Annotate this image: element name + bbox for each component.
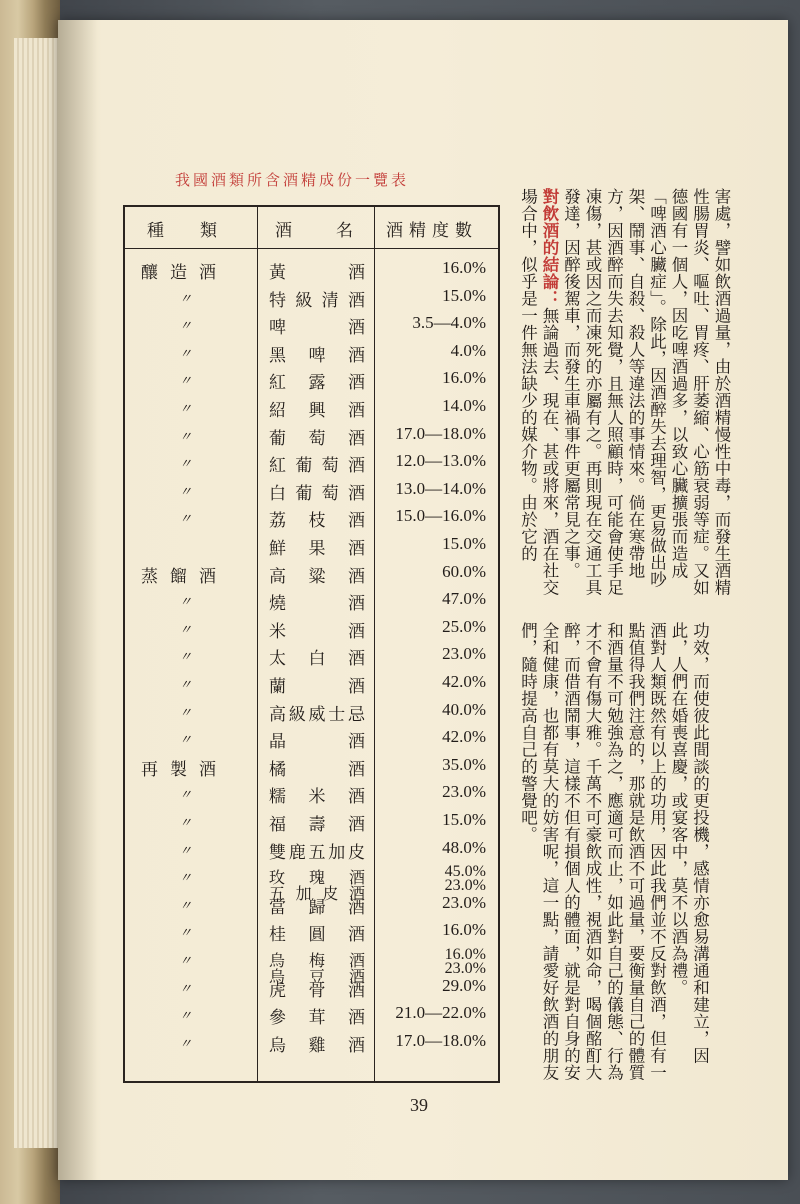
table-row <box>123 782 500 808</box>
row-category: 〃 <box>179 981 193 997</box>
table-row <box>123 506 500 532</box>
row-name: 紹興酒 <box>269 401 365 421</box>
body-text-bottom <box>517 622 711 1092</box>
table-row <box>123 534 500 560</box>
row-degree: 16.0% <box>442 368 486 388</box>
row-category: 〃 <box>179 484 193 500</box>
table-row <box>123 893 500 919</box>
table-row <box>123 424 500 450</box>
row-name: 晶酒 <box>269 732 365 753</box>
row-degree: 40.0% <box>442 699 486 719</box>
row-name: 烏梅酒 <box>269 951 365 970</box>
table-row <box>123 258 500 284</box>
table-header-rule <box>123 248 500 249</box>
row-degree: 15.0% <box>442 285 486 305</box>
row-name: 特級清酒 <box>269 290 365 311</box>
row-category: 〃 <box>179 816 193 831</box>
row-category: 〃 <box>179 871 193 887</box>
row-degree: 15.0—16.0% <box>395 506 486 526</box>
conclusion-label: 對飲酒的結論： <box>540 188 559 307</box>
row-name: 高級威士忌 <box>269 704 365 725</box>
row-degree: 23.0% <box>442 782 486 802</box>
table-row <box>123 562 500 588</box>
table-row <box>123 700 500 726</box>
header-degree: 酒精度數 <box>386 221 478 241</box>
row-name: 黑啤酒 <box>269 345 365 366</box>
row-category: 〃 <box>179 1036 193 1052</box>
table-row <box>123 672 500 698</box>
row-name: 燒酒 <box>269 594 365 615</box>
row-name: 紅葡萄酒 <box>269 456 365 477</box>
row-name: 桂圓酒 <box>269 925 365 946</box>
row-category: 〃 <box>179 374 193 390</box>
row-category: 〃 <box>179 705 193 721</box>
row-name: 當歸酒 <box>269 897 365 918</box>
row-category: 〃 <box>179 650 193 666</box>
table-row <box>123 838 500 864</box>
paragraph: 酒對人類既然有以上的功用，因此我們並不反對飲酒，但有一點值得我們注意的，那就是飲酒不可過量，要衡量自己的體質和酒量不可勉強為之，應適可而止，如此對自己的儀態、行為才不會有傷大雅。千萬不可豪飲成性，視酒如命，喝個酩酊大醉，而借酒鬧事，這樣不但有損個人的體面，就是對自身的安全和健康，也都有莫大的妨害呢，這一點，請愛好飲酒的朋友們，隨時提高自己的警覺吧。 <box>518 622 667 1081</box>
row-category: 〃 <box>179 291 193 307</box>
table-row <box>123 920 500 946</box>
row-degree: 15.0% <box>442 810 486 829</box>
table-row <box>123 810 500 836</box>
table-row <box>123 1031 500 1057</box>
header-type: 種類 <box>147 221 253 241</box>
row-degree: 35.0% <box>442 754 486 774</box>
row-name: 紅露酒 <box>269 373 365 394</box>
row-category: 〃 <box>179 788 193 804</box>
row-category: 〃 <box>179 926 193 942</box>
row-category: 再製酒 <box>141 759 228 780</box>
table-row <box>123 727 500 753</box>
row-degree-second: 23.0% <box>444 960 486 977</box>
row-name: 糯米酒 <box>269 787 365 808</box>
row-degree: 23.0% <box>442 892 486 912</box>
row-category: 〃 <box>179 843 193 859</box>
table-row <box>123 976 500 1002</box>
row-category: 〃 <box>179 402 193 417</box>
row-degree: 42.0% <box>442 672 486 691</box>
row-name: 啤酒 <box>269 318 365 339</box>
row-category: 〃 <box>179 595 193 611</box>
row-category: 〃 <box>179 429 193 445</box>
page-edges <box>14 38 64 1148</box>
row-name: 鮮果酒 <box>269 539 365 559</box>
table-row <box>123 313 500 339</box>
table-row <box>123 341 500 367</box>
row-name: 參茸酒 <box>269 1008 365 1029</box>
row-category: 〃 <box>179 678 193 693</box>
row-degree: 4.0% <box>450 340 486 360</box>
row-degree: 48.0% <box>442 837 486 857</box>
row-name: 太白酒 <box>269 649 365 670</box>
header-name: 酒名 <box>275 221 397 241</box>
row-degree: 16.0% <box>442 920 486 940</box>
row-name: 高粱酒 <box>269 566 365 587</box>
row-degree: 29.0% <box>442 975 486 995</box>
table-row <box>123 451 500 477</box>
row-degree: 21.0—22.0% <box>395 1003 486 1023</box>
row-name: 黃酒 <box>269 263 365 283</box>
row-name-second: 五加皮酒 <box>269 884 365 904</box>
row-degree: 17.0—18.0% <box>395 423 486 443</box>
row-category: 〃 <box>179 457 193 473</box>
table-row <box>123 396 500 422</box>
row-degree: 14.0% <box>442 396 486 415</box>
table-row <box>123 479 500 505</box>
row-name: 福壽酒 <box>269 815 365 835</box>
table-title: 我國酒類所含酒精成份一覽表 <box>175 171 410 189</box>
row-degree: 13.0—14.0% <box>395 478 486 498</box>
row-degree: 17.0—18.0% <box>395 1030 486 1050</box>
paragraph: 功效，而使彼此間談的更投機，感情亦愈易溝通和建立，因此，人們在婚喪喜慶，或宴客中，莫不以酒為禮。 <box>669 622 710 1064</box>
row-category: 蒸餾酒 <box>141 566 228 587</box>
row-name: 米酒 <box>269 621 365 642</box>
table-row <box>123 368 500 394</box>
page-number: 39 <box>410 1095 428 1115</box>
row-category: 〃 <box>179 346 193 362</box>
body-text-top <box>517 188 732 608</box>
paragraph: 無論過去、現在、甚或將來，酒在社交場合中，似乎是一件無法缺少的媒介物。由於它的 <box>518 188 559 596</box>
row-category: 〃 <box>179 1009 193 1025</box>
row-degree: 12.0—13.0% <box>395 451 486 471</box>
row-degree: 16.0% <box>442 258 486 277</box>
table-row <box>123 589 500 615</box>
row-name: 雙鹿五加皮 <box>269 842 365 863</box>
row-degree: 23.0% <box>442 644 486 664</box>
row-name: 荔枝酒 <box>269 511 365 532</box>
row-name: 烏雞酒 <box>269 1035 365 1056</box>
row-category: 〃 <box>179 512 193 528</box>
row-degree: 3.5—4.0% <box>412 313 486 333</box>
table-row <box>123 617 500 643</box>
row-category: 釀造酒 <box>141 263 228 283</box>
row-degree: 42.0% <box>442 727 486 747</box>
row-category: 〃 <box>179 954 193 969</box>
row-category: 〃 <box>179 622 193 638</box>
row-degree: 47.0% <box>442 589 486 609</box>
row-name: 蘭酒 <box>269 677 365 697</box>
row-name: 玫瑰酒 <box>269 868 365 888</box>
row-degree: 60.0% <box>442 561 486 581</box>
row-degree: 16.0% <box>444 946 486 963</box>
row-name: 虎骨酒 <box>269 980 365 1001</box>
row-degree: 45.0% <box>444 863 486 881</box>
row-category: 〃 <box>179 898 193 914</box>
table-row <box>123 863 500 904</box>
paragraph: 害處，譬如飲酒過量，由於酒精慢性中毒，而發生酒精性腸胃炎、嘔吐、胃疼、肝萎縮、心筋衰弱等症。又如德國有一個人，因吃啤酒過多，以致心臟擴張而造成「啤酒心臟症」。除此，因酒醉失去理智，更易做出吵架、鬧事、自殺、殺人等違法的事情來。倘在寒帶地方，因酒醉而失去知覺，且無人照顧時，可能會使手足凍傷，甚或因之而凍死的亦屬有之。再則現在交通工具發達，因醉後駕車，而發生車禍事件更屬常見之事。 <box>561 188 731 596</box>
table-row <box>123 755 500 781</box>
table-row <box>123 644 500 670</box>
row-name: 葡萄酒 <box>269 428 365 449</box>
table-row <box>123 286 500 312</box>
row-name: 橘酒 <box>269 759 365 780</box>
row-category: 〃 <box>179 733 193 749</box>
row-degree: 15.0% <box>442 534 486 553</box>
table-row <box>123 1003 500 1029</box>
row-name: 白葡萄酒 <box>269 483 365 504</box>
row-degree-second: 23.0% <box>444 877 486 895</box>
row-category: 〃 <box>179 319 193 335</box>
row-degree: 25.0% <box>442 616 486 636</box>
row-name-second: 烏豆酒 <box>269 967 365 986</box>
